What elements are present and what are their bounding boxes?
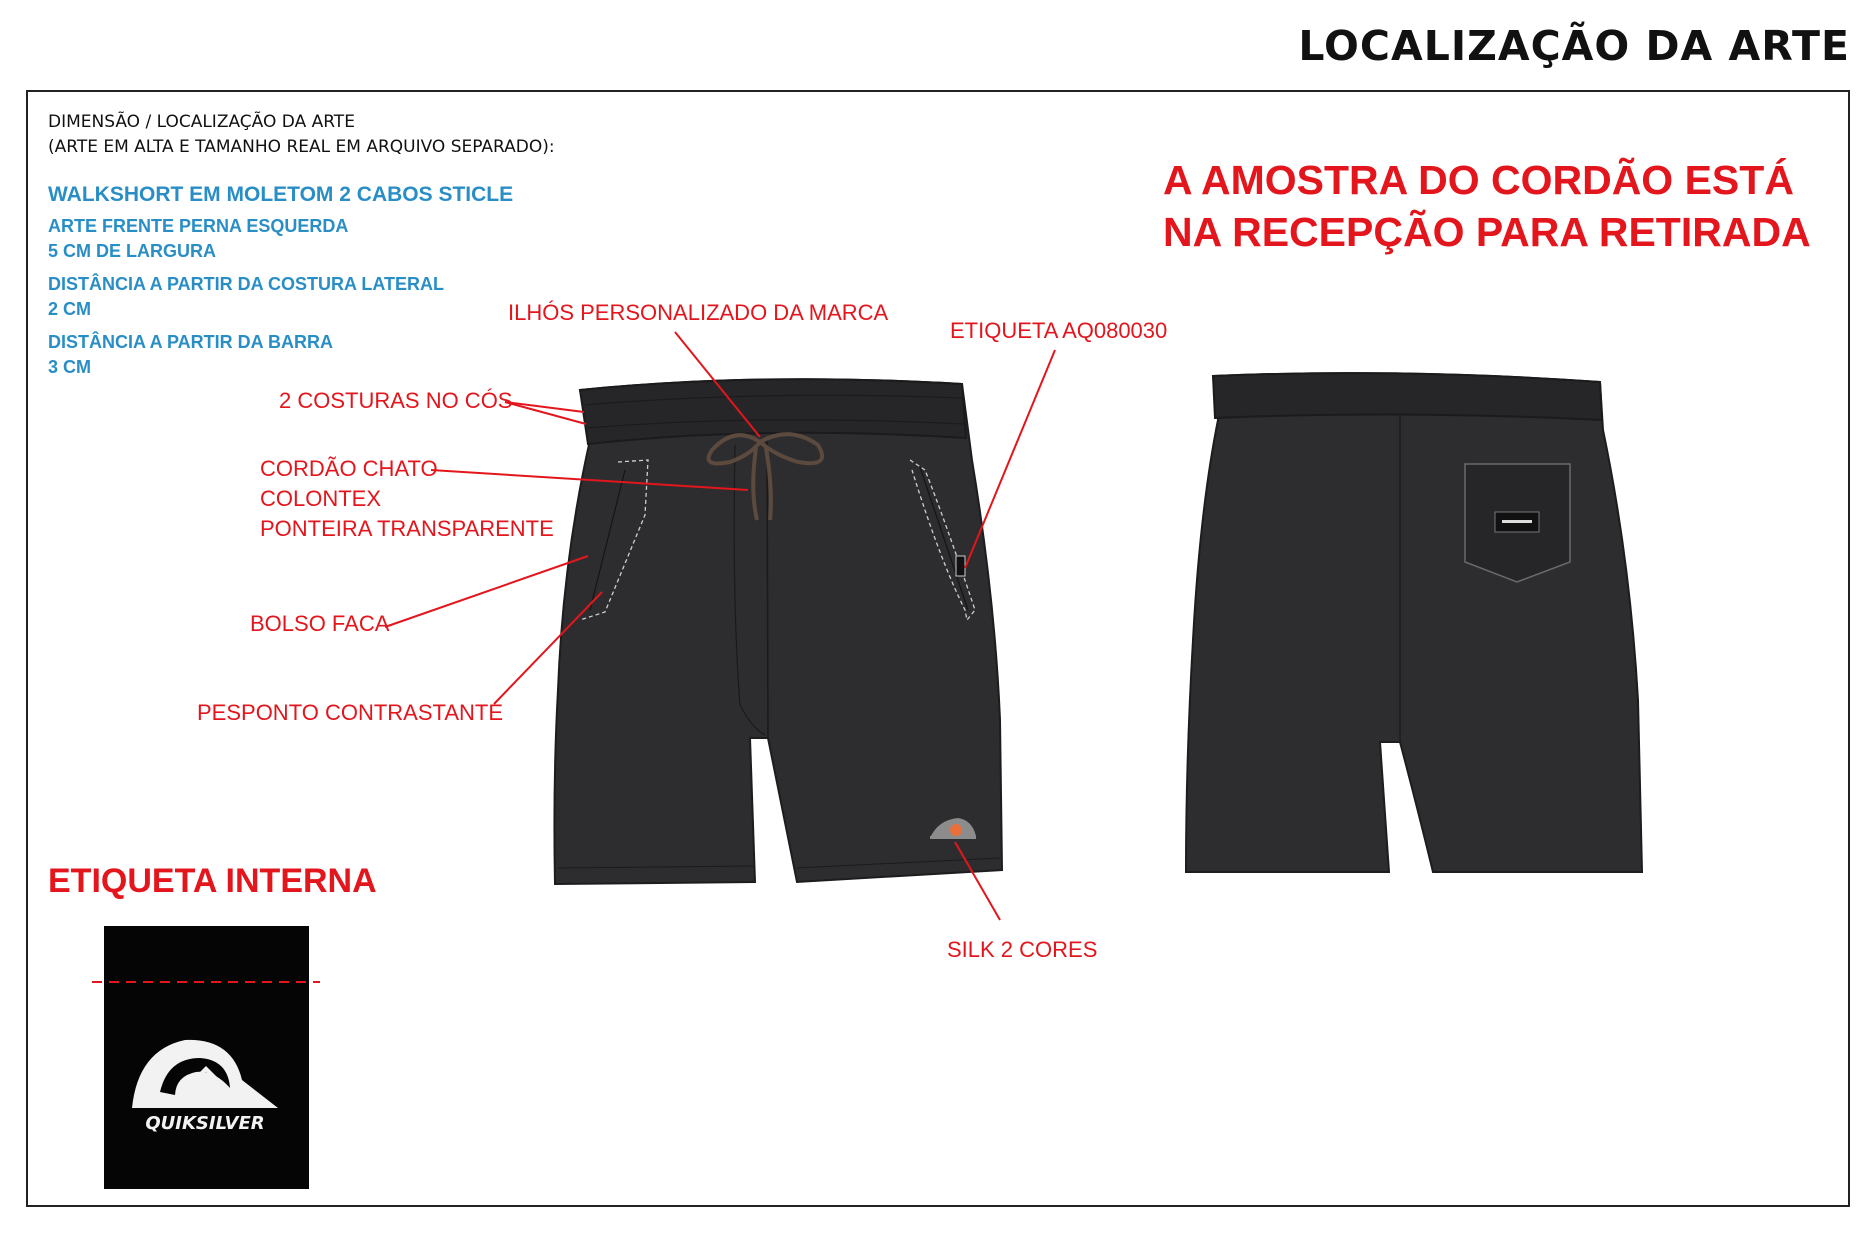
callout-print: SILK 2 CORES — [947, 937, 1098, 962]
callout-label-tag: ETIQUETA AQ080030 — [950, 318, 1168, 343]
art-position: ARTE FRENTE PERNA ESQUERDA — [48, 216, 349, 236]
callout-cord-2: COLONTEX — [260, 486, 382, 511]
callout-pocket: BOLSO FACA — [250, 611, 390, 636]
callout-stitching: PESPONTO CONTRASTANTE — [197, 700, 504, 725]
callout-waistband: 2 COSTURAS NO CÓS — [279, 388, 513, 413]
callout-eyelets: ILHÓS PERSONALIZADO DA MARCA — [508, 300, 889, 325]
side-seam-label: DISTÂNCIA A PARTIR DA COSTURA LATERAL — [48, 274, 444, 294]
notice-line-2: NA RECEPÇÃO PARA RETIRADA — [1163, 209, 1811, 255]
header-line-2: (ARTE EM ALTA E TAMANHO REAL EM ARQUIVO SEPARADO): — [48, 137, 555, 157]
page-title: LOCALIZAÇÃO DA ARTE — [1298, 22, 1850, 70]
quiksilver-wordmark: QUIKSILVER — [145, 1113, 265, 1134]
side-seam-value: 2 CM — [48, 299, 92, 319]
notice-line-1: A AMOSTRA DO CORDÃO ESTÁ — [1163, 157, 1794, 203]
header-line-1: DIMENSÃO / LOCALIZAÇÃO DA ARTE — [48, 112, 355, 132]
internal-label-heading: ETIQUETA INTERNA — [48, 862, 377, 900]
art-width: 5 CM DE LARGURA — [48, 241, 217, 261]
callout-cord-1: CORDÃO CHATO — [260, 456, 438, 481]
product-name: WALKSHORT EM MOLETOM 2 CABOS STICLE — [48, 183, 514, 206]
callout-cord-3: PONTEIRA TRANSPARENTE — [260, 516, 554, 541]
hem-distance-label: DISTÂNCIA A PARTIR DA BARRA — [48, 332, 333, 352]
hem-distance-value: 3 CM — [48, 357, 92, 377]
